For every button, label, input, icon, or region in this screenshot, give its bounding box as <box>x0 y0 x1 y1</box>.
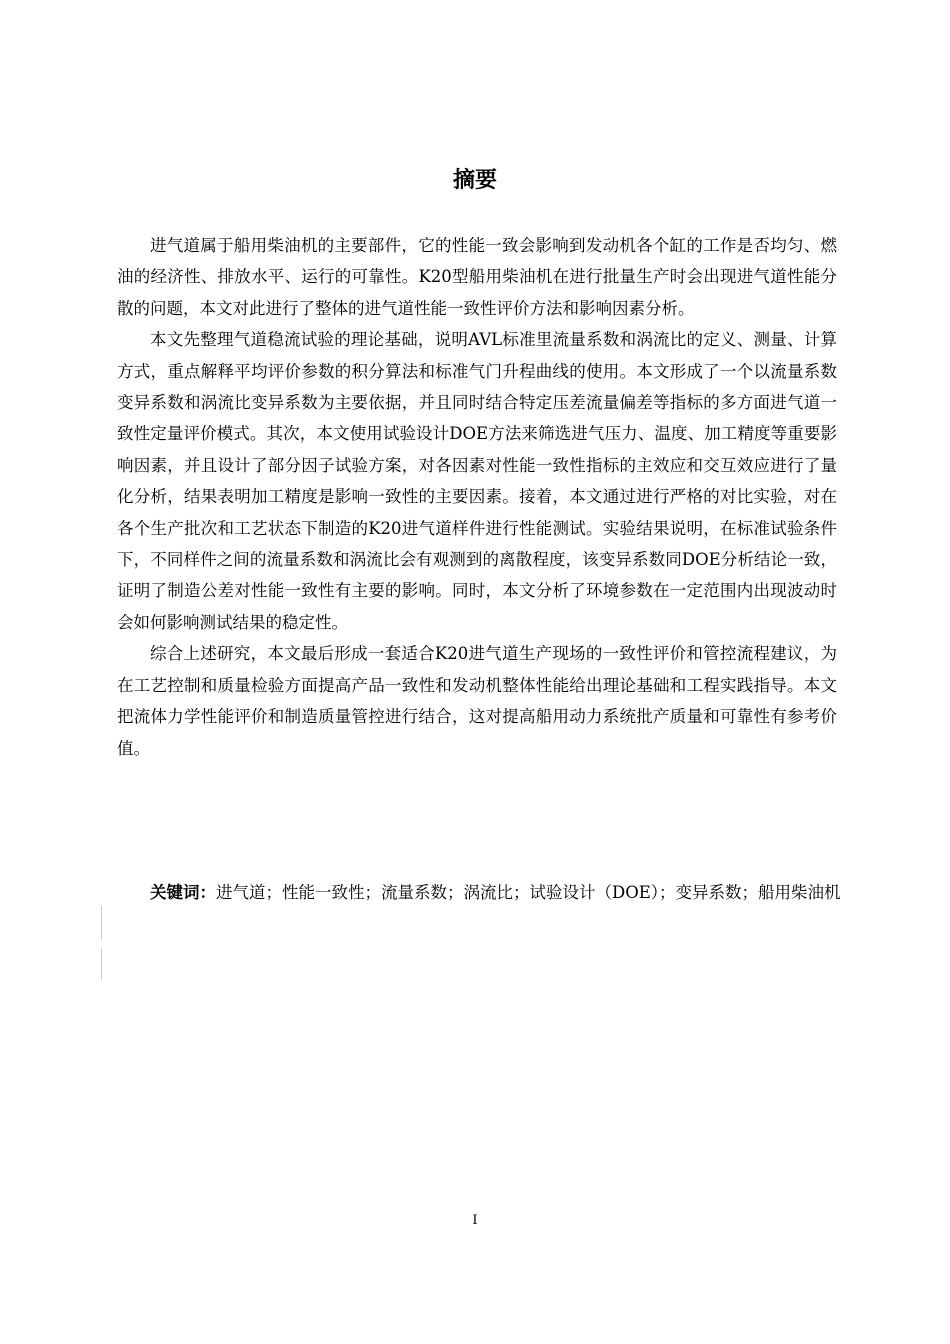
keywords-text: 进气道；性能一致性；流量系数；涡流比；试验设计（DOE）；变异系数；船用柴油机 <box>216 883 841 902</box>
abstract-paragraph-1: 进气道属于船用柴油机的主要部件，它的性能一致会影响到发动机各个缸的工作是否均匀、燃油的经济性、排放水平、运行的可靠性。K20型船用柴油机在进行批量生产时会出现进气道性能分散的问题，本文对此进行了整体的进气道性能一致性评价方法和影响因素分析。 <box>117 236 837 318</box>
abstract-body <box>117 230 837 764</box>
page-number: I <box>472 1213 478 1228</box>
keywords-label: 关键词： <box>150 883 216 902</box>
abstract-paragraph-3: 综合上述研究，本文最后形成一套适合K20进气道生产现场的一致性评价和管控流程建议，为在工艺控制和质量检验方面提高产品一致性和发动机整体性能给出理论基础和工程实践指导。本文把流体力学性能评价和制造质量管控进行结合，这对提高船用动力系统批产质量和可靠性有参考价值。 <box>117 644 837 758</box>
abstract-paragraph-2: 本文先整理气道稳流试验的理论基础，说明AVL标准里流量系数和涡流比的定义、测量、计算方式，重点解释平均评价参数的积分算法和标准气门升程曲线的使用。本文形成了一个以流量系数变异系数和涡流比变异系数为主要依据，并且同时结合特定压差流量偏差等指标的多方面进气道一致性定量评价模式。其次，本文使用试验设计DOE方法来筛选进气压力、温度、加工精度等重要影响因素，并且设计了部分因子试验方案，对各因素对性能一致性指标的主效应和交互效应进行了量化分析，结果表明加工精度是影响一致性的主要因素。接着，本文通过进行严格的对比实验，对在各个生产批次和工艺状态下制造的K20进气道样件进行性能测试。实验结果说明，在标准试验条件下，不同样件之间的流量系数和涡流比会有观测到的离散程度，该变异系数同DOE分析结论一致，证明了制造公差对性能一致性有主要的影响。同时，本文分析了环境参数在一定范围内出现波动时会如何影响测试结果的稳定性。 <box>117 330 837 632</box>
abstract-title: 摘要 <box>452 168 497 193</box>
margin-change-bar <box>101 906 102 940</box>
keywords-line <box>117 876 842 910</box>
margin-change-bar <box>101 948 102 980</box>
